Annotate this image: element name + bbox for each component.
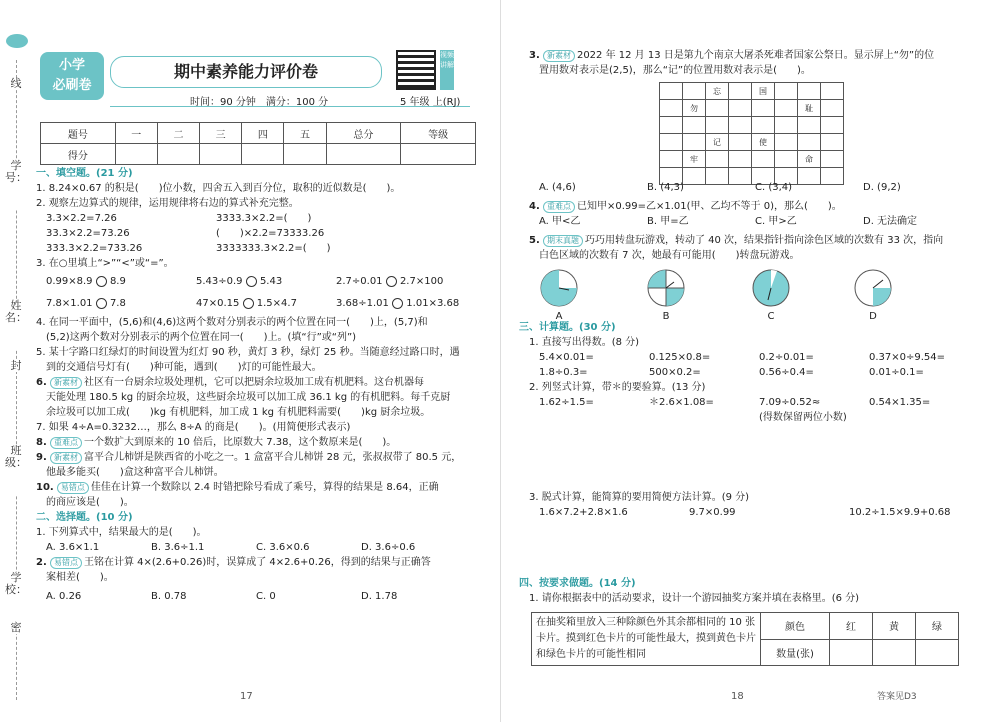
- series-badge: 小学 必刷卷: [40, 52, 104, 100]
- option-d[interactable]: D. 3.6÷0.6: [361, 542, 416, 553]
- score-cell[interactable]: [115, 144, 157, 165]
- margin-label: 密: [5, 622, 27, 634]
- question-8: 8. 重难点 一个数扩大到原来的 10 倍后，比原数大 7.38，这个数原来是( )。: [36, 437, 397, 448]
- time-info: 时间：90 分钟 满分：100 分: [190, 97, 329, 108]
- question-5: 5. 某十字路口红绿灯的时间设置为红灯 90 秒，黄灯 3 秒，绿灯 25 秒。当随意经过路口时，遇: [36, 347, 460, 358]
- binding-margin: [0, 0, 34, 722]
- compare-circle[interactable]: [386, 276, 397, 287]
- right-questions-top: 3. 新素材 2022 年 12 月 13 日是第九个南京大屠杀死难者国家公祭日。显示屏上“勿”的位 置用数对表示是(2,5)，那么“记”的位置用数对表示是( )。: [529, 48, 979, 78]
- page-number: 18: [731, 691, 744, 702]
- option-a[interactable]: A. 0.26: [46, 591, 82, 602]
- section-choice: 二、选择题。(10 分): [36, 512, 133, 523]
- choice-1: 1. 下列算式中，结果最大的是( )。: [36, 527, 207, 538]
- tag-new-material: 新素材: [543, 50, 575, 62]
- margin-label-school: 学校：: [5, 572, 27, 622]
- tag-new-material: 新素材: [50, 452, 82, 464]
- compare-circle[interactable]: [243, 298, 254, 309]
- section-fill-in: 一、填空题。(21 分): [36, 168, 133, 179]
- right-page: [500, 0, 1000, 722]
- tag-new-material: 新素材: [50, 377, 82, 389]
- margin-label-class: 班级：: [5, 445, 27, 495]
- count-red-cell[interactable]: [830, 639, 873, 666]
- spinner-a[interactable]: A: [539, 268, 579, 322]
- question-6: 6. 新素材 社区有一台厨余垃圾处理机，它可以把厨余垃圾加工成有机肥料。这台机器每: [36, 377, 424, 388]
- section-calc: 三、计算题。(30 分): [519, 322, 616, 333]
- option-a[interactable]: A. 3.6×1.1: [46, 542, 100, 553]
- option-d[interactable]: D. 1.78: [361, 591, 398, 602]
- option-b[interactable]: B. 0.78: [151, 591, 187, 602]
- margin-label: 线: [5, 78, 27, 90]
- task-1: 1. 请你根据表中的活动要求，设计一个游园抽奖方案并填在表格里。(6 分): [529, 593, 860, 604]
- spinner-shade: [541, 270, 559, 288]
- score-cell[interactable]: [401, 144, 476, 165]
- calc-2: 2. 列竖式计算，带＊的要验算。(13 分): [529, 382, 706, 393]
- margin-label-name: 姓名：: [5, 300, 27, 350]
- margin-label: 封: [5, 360, 27, 372]
- compare-circle[interactable]: [96, 276, 107, 287]
- option-a[interactable]: A. 甲<乙: [539, 216, 581, 227]
- question-r5: 5. 期末真题 巧巧用转盘玩游戏，转动了 40 次，结果指针指向涂色区域的次数有 33 次，指向: [529, 235, 944, 246]
- option-c[interactable]: C. 甲>乙: [755, 216, 797, 227]
- lottery-plan-table: 在抽奖箱里放入三种除颜色外其余都相同的 10 张 卡片。摸到红色卡片的可能性最大，摸到黄色卡片 和绿色卡片的可能性相同 颜色 红 黄 绿 数量(张): [531, 612, 959, 666]
- compare-circle[interactable]: [246, 276, 257, 287]
- score-cell[interactable]: [242, 144, 284, 165]
- question-9: 9. 新素材 富平合儿柿饼是陕西省的小吃之一。1 盒富平合儿柿饼 28 元，张叔叔带了 80.5 元，: [36, 452, 462, 463]
- choice-2: 2. 易错点 王铭在计算 4×(2.6+0.26)时，误算成了 4×2.6+0.26，得到的结果与正确答: [36, 557, 431, 568]
- tag-final-exam: 期末真题: [543, 235, 583, 247]
- score-cell[interactable]: [157, 144, 199, 165]
- compare-circle[interactable]: [392, 298, 403, 309]
- answer-reference: 答案见D3: [877, 692, 917, 702]
- left-questions: 一、填空题。(21 分) 1. 8.24×0.67 的积是( )位小数，四舍五入到百分位，取积的近似数是( )。 2. 观察左边算式的规律，运用规律将右边的算式补充完整。 3.3×2.2=7.26 3333.3×2.2=( ) 33.3×2.2=73.26 ( )×2.2=73333.26 333.3×2.2=733.26 3333333.3×2.2=( ) 3. 在○里填上“>”“<”或“=”。 0.99×8.9 8.9 5.43÷0.9 5.43 2.7÷0.01 2.7×100 7.8×1.01 7.8 47×0.15 1.5×4.7 3.68÷1.01 1.01×3.68 4. 在同一平面中，(5,6)和(4,6)这两个数对分别表示的两个位置在同一( )上，(5,7)和 (5,2)这两个数对分别表示的两个位置在同一( )上。(填“行”或“列”) 5. 某十字路口红绿灯的时间设置为红灯 90 秒，黄灯 3 秒，绿灯 25 秒。当随意经过路口时，遇 到的交通信号灯有( )种可能，遇到( )灯的可能性最大。 6. 新素材 社区有一台厨余垃圾处理机，它可以把厨余垃圾加工成有机肥料。这台机器每 天能处理 180.5 kg 的厨余垃圾，这些厨余垃圾可以加工成 36.1 kg 的有机肥料。每千克厨 余垃圾可以加工成( )kg 有机肥料，加工成 1 kg 有机肥料需要( )kg 厨余垃圾。 7. 如果 4÷A=0.3232…，那么 8÷A 的商是( )。(用简便形式表示) 8. 重难点 一个数扩大到原来的 10 倍后，比原数大 7.38，这个数原来是( )。 9. 新素材 富平合儿柿饼是陕西省的小吃之一。1 盒富平合儿柿饼 28 元，张叔叔带了 80.5 元， 他最多能买( )盒这种富平合儿柿饼。 10. 易错点 佳佳在计算一个数除以 2.4 时错把除号看成了乘号，算得的结果是 8.64，正确 的商应该是( )。 二、选择题。(10 分) 1. 下列算式中，结果最大的是( )。 A. 3.6×1.1 B. 3.6÷1.1 C. 3.6×0.6 D. 3.6÷0.6 2. 易错点 王铭在计算 4×(2.6+0.26)时，误算成了 4×2.6+0.26，得到的结果与正确答 案相差( )。 A. 0.26 B. 0.78 C. 0 D. 1.78: [36, 166, 486, 604]
- right-calc-3: 3. 脱式计算，能简算的要用简便方法计算。(9 分) 1.6×7.2+2.8×1.6 9.7×0.99 10.2÷1.5×9.9+0.68: [529, 490, 984, 520]
- section-tasks: 四、按要求做题。(14 分): [519, 578, 636, 589]
- right-questions-mid: A. (4,6) B. (4,3) C. (3,4) D. (9,2) 4. 重难点 已知甲×0.99=乙×1.01(甲、乙均不等于 0)，那么( )。 A. 甲<乙 B. 甲=乙 C. 甲>乙 D. 无法确定 5. 期末真题 巧巧用转盘玩游戏，转动了 40 次，结果指针指向涂色区域的次数有 33 次，指向 白色区域的次数有 7 次，她最有可能用( )转盘玩游戏。: [529, 180, 984, 263]
- logo-icon: [6, 34, 28, 48]
- question-3: 3. 在○里填上“>”“<”或“=”。: [36, 258, 174, 269]
- calc-3: 3. 脱式计算，能简算的要用简便方法计算。(9 分): [529, 492, 750, 503]
- exam-header: [40, 48, 480, 108]
- qr-label: 视频讲解: [440, 50, 454, 90]
- compare-circle[interactable]: [96, 298, 107, 309]
- page-number: 17: [240, 691, 253, 702]
- position-grid: 忘 国 勿 耻 记 使 牢 命: [659, 82, 844, 185]
- question-r3: 3. 新素材 2022 年 12 月 13 日是第九个南京大屠杀死难者国家公祭日。显示屏上“勿”的位: [529, 50, 935, 61]
- question-r4: 4. 重难点 已知甲×0.99=乙×1.01(甲、乙均不等于 0)，那么( )。: [529, 201, 842, 212]
- question-10: 10. 易错点 佳佳在计算一个数除以 2.4 时错把除号看成了乘号，算得的结果是 8.64，正确: [36, 482, 439, 493]
- question-1: 1. 8.24×0.67 的积是( )位小数，四舍五入到百分位，取积的近似数是( )。: [36, 183, 401, 194]
- right-calc: 三、计算题。(30 分) 1. 直接写出得数。(8 分) 5.4×0.01= 0.125×0.8= 0.2÷0.01= 0.37×0÷9.54= 1.8÷0.3= 500×0.2= 0.56÷0.4= 0.01÷0.1= 2. 列竖式计算，带＊的要验算。(13 分) 1.62÷1.5= ＊2.6×1.08= 7.09÷0.52≈ 0.54×1.35= (得数保留两位小数): [519, 320, 984, 425]
- right-section4: [519, 576, 984, 606]
- margin-label-student-id: 学号：: [5, 160, 27, 210]
- tag-error-prone: 易错点: [57, 482, 89, 494]
- option-d[interactable]: D. 无法确定: [863, 216, 918, 227]
- count-green-cell[interactable]: [916, 639, 959, 666]
- count-yellow-cell[interactable]: [873, 639, 916, 666]
- option-b[interactable]: B. 甲=乙: [647, 216, 689, 227]
- spinner-b[interactable]: B: [646, 268, 686, 322]
- question-7: 7. 如果 4÷A=0.3232…，那么 8÷A 的商是( )。(用简便形式表示): [36, 422, 351, 433]
- spinner-d[interactable]: D: [853, 268, 893, 322]
- option-c[interactable]: C. 0: [256, 591, 276, 602]
- page-title: 期中素养能力评价卷: [110, 56, 382, 88]
- option-b[interactable]: B. (4,3): [647, 182, 684, 193]
- calc-1: 1. 直接写出得数。(8 分): [529, 337, 640, 348]
- score-cell[interactable]: [284, 144, 326, 165]
- tag-key-point: 重难点: [50, 437, 82, 449]
- option-c[interactable]: C. (3,4): [755, 182, 793, 193]
- tag-key-point: 重难点: [543, 201, 575, 213]
- score-cell[interactable]: [200, 144, 242, 165]
- option-b[interactable]: B. 3.6÷1.1: [151, 542, 205, 553]
- grade-info: 5 年级 上(RJ): [400, 97, 461, 108]
- spinner-c[interactable]: C: [751, 268, 791, 322]
- option-a[interactable]: A. (4,6): [539, 182, 576, 193]
- option-c[interactable]: C. 3.6×0.6: [256, 542, 310, 553]
- score-table: 题号 一 二 三 四 五 总分 等级 得分: [40, 122, 476, 165]
- tag-error-prone: 易错点: [50, 557, 82, 569]
- question-4: 4. 在同一平面中，(5,6)和(4,6)这两个数对分别表示的两个位置在同一( )上，(5,7)和: [36, 317, 428, 328]
- question-2: 2. 观察左边算式的规律，运用规律将右边的算式补充完整。: [36, 198, 299, 209]
- qr-code-icon[interactable]: [396, 50, 436, 90]
- option-d[interactable]: D. (9,2): [863, 182, 901, 193]
- score-cell[interactable]: [326, 144, 401, 165]
